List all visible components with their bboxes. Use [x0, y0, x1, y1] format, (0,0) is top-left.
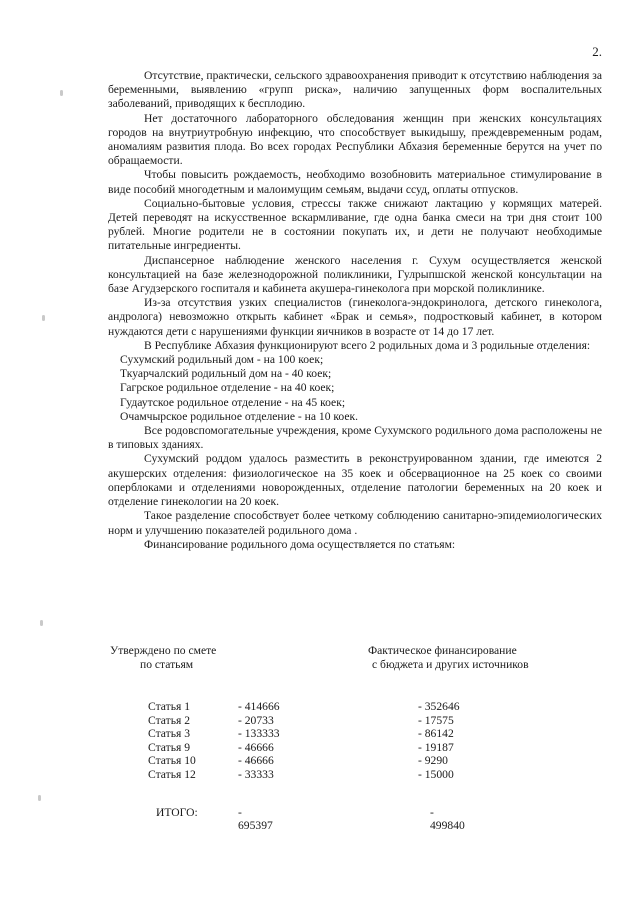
approved-amount: - 133333	[238, 727, 280, 741]
total-label: ИТОГО:	[156, 806, 198, 819]
article-label: Статья 3	[148, 727, 191, 741]
approved-amount: - 20733	[238, 713, 274, 727]
article-label: Статья 2	[148, 713, 191, 727]
paragraph: В Республике Абхазия функционируют всего 2 родильных дома и 3 родильные отделения:	[144, 338, 591, 352]
scan-speck	[42, 315, 45, 321]
financing-table	[148, 700, 498, 782]
actual-amount: - 9290	[418, 754, 448, 768]
actual-amount: - 352646	[418, 700, 460, 713]
table-row	[148, 700, 498, 714]
table-row	[148, 714, 498, 728]
list-item: Ткуарчалский родильный дом на - 40 коек;	[120, 367, 332, 381]
table-row	[148, 727, 498, 741]
approved-amount: - 33333	[238, 767, 274, 781]
actual-amount: - 86142	[418, 727, 454, 741]
list-item: Сухумский родильный дом - на 100 коек;	[120, 353, 324, 367]
actual-header-line: Фактическое финансирование	[368, 644, 517, 657]
page-number: 2.	[592, 44, 602, 59]
article-label: Статья 1	[148, 700, 191, 713]
total-actual: - 499840	[430, 806, 465, 832]
maternity-list	[120, 353, 602, 424]
list-item: Гагрское родильное отделение - на 40 коек;	[120, 381, 335, 395]
approved-amount: - 46666	[238, 754, 274, 768]
approved-amount: - 46666	[238, 740, 274, 754]
financing-title: Финансирование родильного дома осуществляется по статьям:	[144, 537, 456, 551]
approved-amount: - 414666	[238, 700, 280, 713]
paragraph: Чтобы повысить рождаемость, необходимо возобновить материальное стимулирование в виде пособий многодетным и малоимущим семьям, выдачи ссуд, оплаты отпусков.	[108, 168, 602, 196]
actual-amount: - 17575	[418, 713, 454, 727]
table-row	[148, 768, 498, 782]
actual-column-header	[368, 644, 529, 672]
actual-amount: - 15000	[418, 767, 454, 781]
scan-speck	[60, 90, 63, 96]
actual-header-line: с бюджета и других источников	[372, 658, 529, 671]
article-label: Статья 9	[148, 740, 191, 754]
paragraph: Диспансерное наблюдение женского населения г. Сухум осуществляется женской консультацией на базе железнодорожной поликлиники, Гулрыпшской женской консультации на базе Агудзерского госпиталя и кабинета акушера-гинеколога при морской поликлинике.	[108, 253, 602, 296]
paragraph: Нет достаточного лабораторного обследования женщин при женских консультациях городов на внутриутробную инфекцию, что способствует выкидышу, преждевременным родам, аномалиям развития плода. Во всех городах Республики Абхазия беременные берутся на учет по обращаемости.	[108, 111, 602, 168]
document-body	[108, 69, 602, 552]
paragraph: Такое разделение способствует более четкому соблюдению санитарно-эпидемиологических норм и улучшению показателей родильного дома .	[108, 509, 602, 537]
list-item: Очамчырское родильное отделение - на 10 коек.	[120, 409, 359, 423]
article-label: Статья 10	[148, 754, 196, 768]
table-row	[148, 741, 498, 755]
list-item: Гудаутское родильное отделение - на 45 коек;	[120, 395, 346, 409]
paragraph: Все родовспомогательные учреждения, кроме Сухумского родильного дома расположены не в типовых зданиях.	[108, 424, 602, 452]
approved-column-header	[110, 644, 216, 672]
scan-speck	[38, 795, 41, 801]
actual-amount: - 19187	[418, 740, 454, 754]
paragraph: Социально-бытовые условия, стрессы также снижают лактацию у кормящих матерей. Детей переводят на искусственное вскармливание, где одна банка смеси на три дня стоит 100 рублей. Многие родители не в состоянии покупать их, и дети не получают необходимые питательные ингредиенты.	[108, 196, 602, 253]
table-row	[148, 754, 498, 768]
paragraph: Отсутствие, практически, сельского здравоохранения приводит к отсутствию наблюдения за беременными, выявлению «групп риска», наличию запущенных форм воспалительных заболеваний, приводящих к бесплодию.	[108, 69, 602, 111]
article-label: Статья 12	[148, 767, 196, 781]
paragraph: Из-за отсутствия узких специалистов (гинеколога-эндокринолога, детского гинеколога, андролога) невозможно открыть кабинет «Брак и семья», подростковый кабинет, в котором нуждаются дети с нарушениями функции яичников в возрасте от 14 до 17 лет.	[108, 296, 602, 338]
total-approved: - 695397	[238, 806, 273, 832]
approved-header-line: по статьям	[140, 658, 194, 671]
scan-speck	[40, 620, 43, 626]
paragraph: Сухумский роддом удалось разместить в реконструированном здании, где имеются 2 акушерских отделения: физиологическое на 35 коек и обсервационное на 25 коек со своими оперблоками и отделениями новорожденных, отделение патологии беременных на 20 коек и отделение гинекологии на 20 коек.	[108, 452, 602, 509]
approved-header-line: Утверждено по смете	[110, 644, 217, 657]
